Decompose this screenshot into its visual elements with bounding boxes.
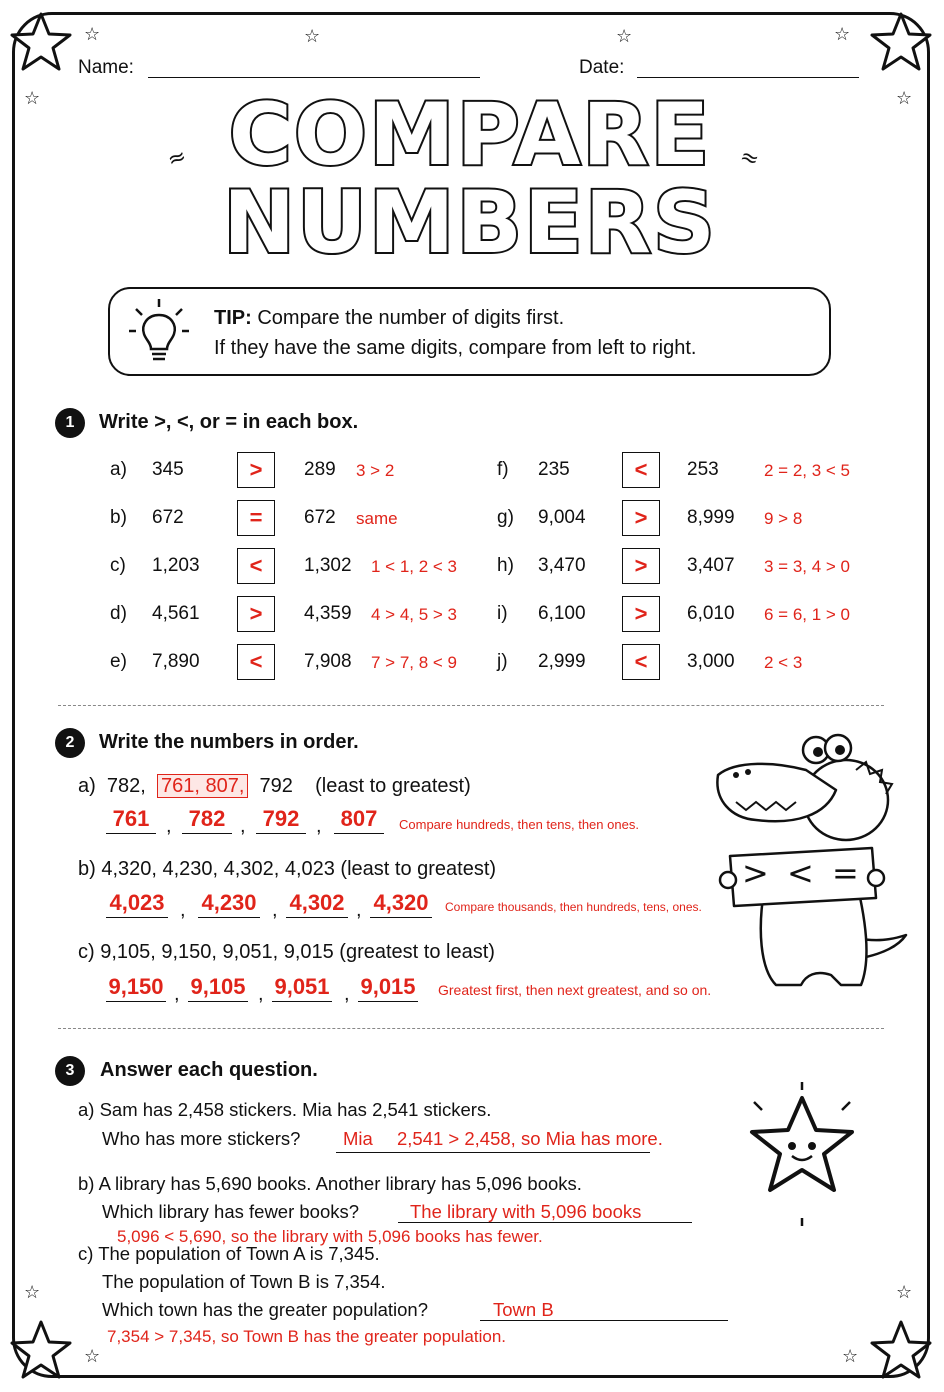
comparison-answer-box[interactable]: < — [622, 644, 660, 680]
section-number: 1 — [55, 408, 85, 438]
comparison-answer-box[interactable]: > — [622, 596, 660, 632]
section-title: Answer each question. — [100, 1059, 318, 1081]
name-label: Name: — [78, 57, 134, 78]
comparison-answer-box[interactable]: < — [237, 548, 275, 584]
star-icon — [868, 1318, 934, 1384]
comparison-answer-box[interactable]: > — [622, 500, 660, 536]
right-number: 4,359 — [304, 603, 352, 624]
hint-2a: Compare hundreds, then tens, then ones. — [399, 817, 639, 832]
item-label: b) — [110, 507, 127, 528]
order-answer-blank[interactable]: 9,051 — [272, 973, 332, 1002]
item-label: i) — [497, 603, 508, 624]
question-3c-line2: The population of Town B is 7,354. — [102, 1271, 386, 1292]
left-number: 235 — [538, 459, 570, 480]
tip-label: TIP: — [214, 307, 252, 329]
separator-comma: , — [166, 815, 172, 837]
section-number: 2 — [55, 728, 85, 758]
star-icon — [8, 1318, 74, 1384]
hint-2b: Compare thousands, then hundreds, tens, ones. — [445, 900, 702, 914]
left-number: 672 — [152, 507, 184, 528]
item-label: d) — [110, 603, 127, 624]
left-number: 7,890 — [152, 651, 200, 672]
comparison-answer-box[interactable]: < — [237, 644, 275, 680]
separator-comma: , — [240, 815, 246, 837]
order-answer-blank[interactable]: 782 — [182, 805, 232, 834]
left-number: 4,561 — [152, 603, 200, 624]
item-label: j) — [497, 651, 508, 672]
comparison-answer-box[interactable]: > — [237, 452, 275, 488]
item-label: f) — [497, 459, 509, 480]
question-3b-prompt: Which library has fewer books? — [102, 1201, 360, 1222]
highlighted-numbers: 761, 807, — [157, 774, 248, 798]
work-note: 2 < 3 — [764, 653, 803, 672]
date-label: Date: — [579, 57, 625, 78]
work-note: 2 = 2, 3 < 5 — [764, 461, 851, 480]
work-note: 3 = 3, 4 > 0 — [764, 557, 851, 576]
small-star-icon: ☆ — [834, 24, 851, 45]
answer-line-3a[interactable] — [336, 1152, 650, 1153]
star-icon — [8, 10, 74, 76]
comparison-answer-box[interactable]: > — [237, 596, 275, 632]
right-number: 8,999 — [687, 507, 735, 528]
star-icon — [868, 10, 934, 76]
right-number: 289 — [304, 459, 336, 480]
title-line1: COMPARE — [228, 85, 712, 185]
comparison-answer-box[interactable]: > — [622, 548, 660, 584]
comparison-answer-box[interactable]: < — [622, 452, 660, 488]
right-number: 3,407 — [687, 555, 735, 576]
left-number: 3,470 — [538, 555, 586, 576]
question-3c-prompt: Which town has the greater population? — [102, 1299, 429, 1320]
right-number: 253 — [687, 459, 719, 480]
small-star-icon: ☆ — [84, 1346, 101, 1367]
separator-comma: , — [174, 983, 180, 1005]
left-number: 1,203 — [152, 555, 200, 576]
question-3b-text: b) A library has 5,690 books. Another library has 5,096 books. — [78, 1173, 582, 1194]
question-3a-text: a) Sam has 2,458 stickers. Mia has 2,541 stickers. — [78, 1099, 492, 1120]
order-answer-blank[interactable]: 9,105 — [188, 973, 248, 1002]
work-note: same — [356, 509, 398, 528]
order-answer-blank[interactable]: 4,023 — [106, 889, 168, 918]
section-number: 3 — [55, 1056, 85, 1086]
question-2b: b) 4,320, 4,230, 4,302, 4,023 (least to greatest) — [78, 858, 497, 880]
sparkle-icon: ≈ — [164, 143, 190, 174]
item-label: c) — [110, 555, 126, 576]
tip-line2: If they have the same digits, compare from left to right. — [214, 337, 697, 359]
small-star-icon: ☆ — [842, 1346, 859, 1367]
order-answer-blank[interactable]: 4,302 — [286, 889, 348, 918]
order-answer-blank[interactable]: 761 — [106, 805, 156, 834]
comparison-answer-box[interactable]: = — [237, 500, 275, 536]
date-field[interactable] — [637, 77, 859, 78]
question-3a-prompt: Who has more stickers? — [102, 1128, 301, 1149]
left-number: 2,999 — [538, 651, 586, 672]
item-label: e) — [110, 651, 127, 672]
separator-comma: , — [356, 899, 362, 921]
order-answer-blank[interactable]: 792 — [256, 805, 306, 834]
lightbulb-icon — [128, 297, 190, 369]
work-note: 9 > 8 — [764, 509, 803, 528]
small-star-icon: ☆ — [616, 26, 633, 47]
right-number: 7,908 — [304, 651, 352, 672]
item-label: a) — [110, 459, 127, 480]
separator-comma: , — [180, 899, 186, 921]
right-number: 1,302 — [304, 555, 352, 576]
question-2a: a) 782, 761, 807, 792 (least to greatest) — [78, 775, 471, 797]
small-star-icon: ☆ — [896, 1282, 913, 1303]
order-answer-blank[interactable]: 4,320 — [370, 889, 432, 918]
title-line2: NUMBERS — [223, 173, 717, 273]
item-label: h) — [497, 555, 514, 576]
name-field[interactable] — [148, 77, 480, 78]
right-number: 672 — [304, 507, 336, 528]
separator-comma: , — [272, 899, 278, 921]
right-number: 3,000 — [687, 651, 735, 672]
work-note: 4 > 4, 5 > 3 — [371, 605, 458, 624]
section-title: Write >, <, or = in each box. — [99, 411, 359, 433]
tip-line1: TIP: Compare the number of digits first. — [214, 307, 565, 329]
left-number: 6,100 — [538, 603, 586, 624]
sparkle-icon: ≈ — [736, 143, 763, 174]
small-star-icon: ☆ — [304, 26, 321, 47]
separator-comma: , — [344, 983, 350, 1005]
question-2c: c) 9,105, 9,150, 9,051, 9,015 (greatest to least) — [78, 941, 495, 963]
work-note: 1 < 1, 2 < 3 — [371, 557, 458, 576]
explanation-3b: 5,096 < 5,690, so the library with 5,096 books has fewer. — [117, 1227, 543, 1246]
small-star-icon: ☆ — [84, 24, 101, 45]
work-note: 3 > 2 — [356, 461, 395, 480]
left-number: 345 — [152, 459, 184, 480]
item-label: g) — [497, 507, 514, 528]
order-answer-blank[interactable]: 807 — [334, 805, 384, 834]
explanation-3c: 7,354 > 7,345, so Town B has the greater population. — [107, 1327, 507, 1346]
answer-3a: Mia — [343, 1128, 373, 1149]
order-answer-blank[interactable]: 9,150 — [106, 973, 166, 1002]
section-title: Write the numbers in order. — [99, 731, 359, 753]
order-answer-blank[interactable]: 4,230 — [198, 889, 260, 918]
answer-3b: The library with 5,096 books — [410, 1201, 642, 1222]
small-star-icon: ☆ — [24, 88, 41, 109]
smiling-star-illustration — [736, 1080, 868, 1230]
answer-3c: Town B — [493, 1299, 554, 1320]
tip-box — [108, 287, 831, 376]
section-divider — [58, 705, 884, 706]
separator-comma: , — [316, 815, 322, 837]
separator-comma: , — [258, 983, 264, 1005]
small-star-icon: ☆ — [24, 1282, 41, 1303]
right-number: 6,010 — [687, 603, 735, 624]
sign-board-text: > < = — [742, 854, 863, 892]
question-3c-line1: c) The population of Town A is 7,345. — [78, 1243, 380, 1264]
explanation-3a: 2,541 > 2,458, so Mia has more. — [397, 1128, 663, 1149]
section-divider — [58, 1028, 884, 1029]
left-number: 9,004 — [538, 507, 586, 528]
small-star-icon: ☆ — [896, 88, 913, 109]
hint-2c: Greatest first, then next greatest, and so on. — [438, 982, 712, 998]
work-note: 7 > 7, 8 < 9 — [371, 653, 458, 672]
order-answer-blank[interactable]: 9,015 — [358, 973, 418, 1002]
work-note: 6 = 6, 1 > 0 — [764, 605, 851, 624]
